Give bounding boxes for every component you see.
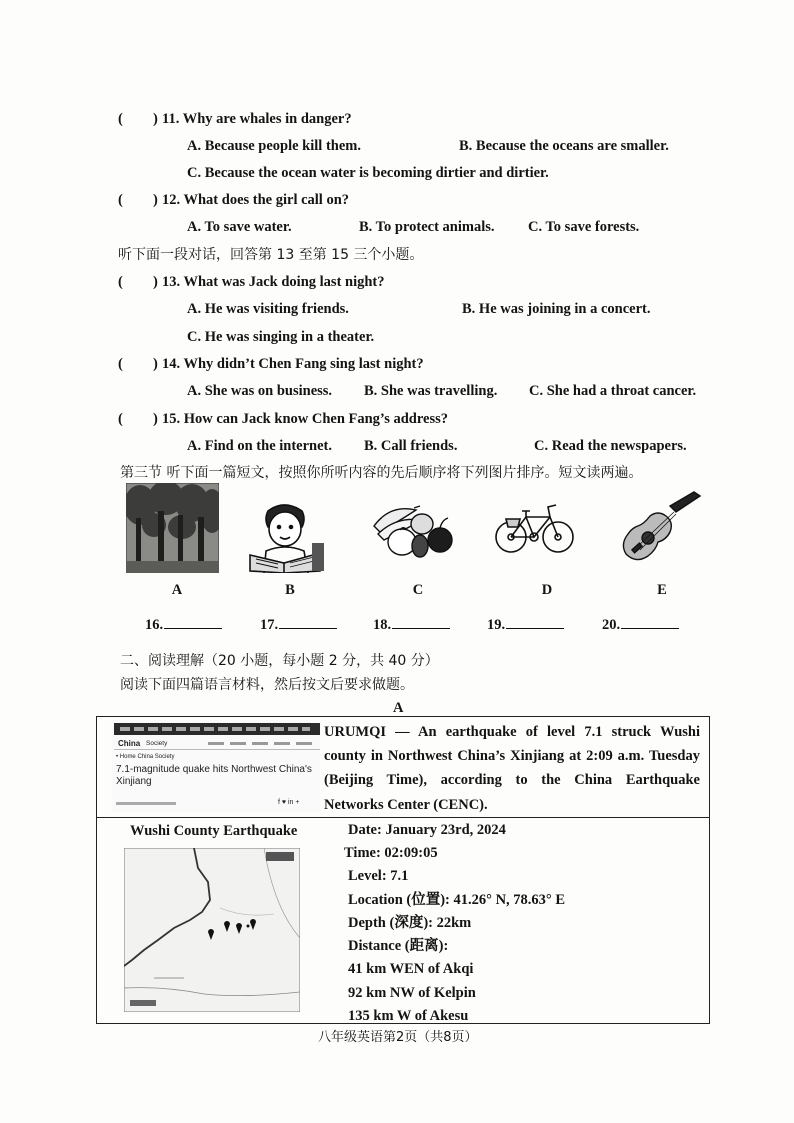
answer-bracket-close: ) bbox=[153, 111, 158, 127]
article-line-2: county in Northwest China’s Xinjiang at 2:09 a.m. Tuesday bbox=[324, 748, 700, 764]
answer-blank-20[interactable] bbox=[602, 614, 679, 634]
question-14-option-c: C. She had a throat cancer. bbox=[529, 383, 697, 399]
news-section-label: Society bbox=[146, 740, 168, 747]
question-11-option-b: B. Because the oceans are smaller. bbox=[459, 138, 669, 154]
quake-distance-kelpin: 92 km NW of Kelpin bbox=[348, 985, 476, 1001]
answer-bracket-open: ( bbox=[118, 411, 123, 427]
question-11-option-c: C. Because the ocean water is becoming dirtier and dirtier. bbox=[187, 165, 549, 181]
table-divider bbox=[96, 817, 710, 818]
question-12-option-c: C. To save forests. bbox=[528, 219, 640, 235]
article-line-4: Networks Center (CENC). bbox=[324, 797, 488, 813]
picture-label-b: B bbox=[285, 582, 295, 598]
forest-picture bbox=[126, 483, 219, 573]
answer-bracket-open: ( bbox=[118, 356, 123, 372]
question-13-option-c: C. He was singing in a theater. bbox=[187, 329, 375, 345]
article-line-3: (Beijing Time), according to the China Earthquake bbox=[324, 772, 700, 788]
question-12-stem: 12. What does the girl call on? bbox=[162, 192, 350, 208]
page-footer: 八年级英语第2页（共8页） bbox=[318, 1030, 478, 1045]
quake-time: Time: 02:09:05 bbox=[344, 845, 438, 861]
question-11-stem: 11. Why are whales in danger? bbox=[162, 111, 352, 127]
picture-label-d: D bbox=[541, 582, 553, 598]
picture-label-c: C bbox=[412, 582, 424, 598]
quake-title: Wushi County Earthquake bbox=[130, 823, 298, 839]
blank-number: 17. bbox=[260, 617, 279, 633]
boy-reading-picture bbox=[244, 497, 326, 573]
reading-instruction: 阅读下面四篇语言材料，然后按文后要求做题。 bbox=[120, 677, 414, 693]
answer-blank-19[interactable] bbox=[487, 614, 564, 634]
quake-map bbox=[124, 848, 300, 1012]
guitar-picture bbox=[614, 490, 702, 564]
news-breadcrumb: • Home China Society bbox=[116, 754, 175, 760]
answer-bracket-close: ) bbox=[153, 356, 158, 372]
question-14-option-a: A. She was on business. bbox=[187, 383, 333, 399]
quake-distance-akesu: 135 km W of Akesu bbox=[348, 1008, 469, 1024]
quake-level: Level: 7.1 bbox=[348, 868, 409, 884]
question-14-option-b: B. She was travelling. bbox=[364, 383, 498, 399]
news-site-label: China bbox=[118, 739, 141, 748]
answer-blank-16[interactable] bbox=[145, 614, 222, 634]
article-line-1: URUMQI — An earthquake of level 7.1 struck Wushi bbox=[324, 724, 700, 740]
answer-bracket-close: ) bbox=[153, 411, 158, 427]
question-12-option-b: B. To protect animals. bbox=[359, 219, 495, 235]
question-11-option-a: A. Because people kill them. bbox=[187, 138, 361, 154]
question-13-option-a: A. He was visiting friends. bbox=[187, 301, 349, 317]
answer-bracket-close: ) bbox=[153, 274, 158, 290]
picture-label-e: E bbox=[657, 582, 667, 598]
picture-label-a: A bbox=[171, 582, 183, 598]
passage-letter: A bbox=[393, 700, 404, 716]
answer-bracket-open: ( bbox=[118, 111, 123, 127]
bicycle-picture bbox=[494, 497, 576, 557]
answer-bracket-close: ) bbox=[153, 192, 158, 208]
news-nav-bar bbox=[114, 723, 320, 735]
section-3-instruction: 第三节 听下面一篇短文，按照你所听内容的先后顺序将下列图片排序。短文读两遍。 bbox=[120, 465, 643, 481]
question-15-option-b: B. Call friends. bbox=[364, 438, 458, 454]
question-13-stem: 13. What was Jack doing last night? bbox=[162, 274, 385, 290]
news-screenshot bbox=[112, 720, 320, 812]
fruits-picture bbox=[370, 502, 456, 560]
quake-distance-akqi: 41 km WEN of Akqi bbox=[348, 961, 474, 977]
blank-number: 16. bbox=[145, 617, 164, 633]
question-15-stem: 15. How can Jack know Chen Fang’s address? bbox=[162, 411, 449, 427]
question-12-option-a: A. To save water. bbox=[187, 219, 292, 235]
quake-distance-label: Distance (距离): bbox=[348, 938, 449, 954]
blank-number: 18. bbox=[373, 617, 392, 633]
answer-blank-18[interactable] bbox=[373, 614, 450, 634]
answer-bracket-open: ( bbox=[118, 274, 123, 290]
question-13-option-b: B. He was joining in a concert. bbox=[462, 301, 651, 317]
question-15-option-c: C. Read the newspapers. bbox=[534, 438, 687, 454]
quake-depth: Depth (深度): 22km bbox=[348, 915, 472, 931]
dialog-instruction: 听下面一段对话，回答第 13 至第 15 三个小题。 bbox=[118, 247, 424, 263]
answer-bracket-open: ( bbox=[118, 192, 123, 208]
blank-number: 20. bbox=[602, 617, 621, 633]
reading-heading: 二、阅读理解（20 小题，每小题 2 分，共 40 分） bbox=[120, 653, 439, 669]
question-14-stem: 14. Why didn’t Chen Fang sing last night? bbox=[162, 356, 424, 372]
blank-number: 19. bbox=[487, 617, 506, 633]
quake-date: Date: January 23rd, 2024 bbox=[348, 822, 506, 838]
answer-blank-17[interactable] bbox=[260, 614, 337, 634]
question-15-option-a: A. Find on the internet. bbox=[187, 438, 332, 454]
news-share-icons[interactable]: f ♥ in + bbox=[278, 799, 300, 806]
quake-location: Location (位置): 41.26° N, 78.63° E bbox=[348, 892, 566, 908]
news-headline: 7.1-magnitude quake hits Northwest China's Xinjiang bbox=[116, 764, 312, 787]
